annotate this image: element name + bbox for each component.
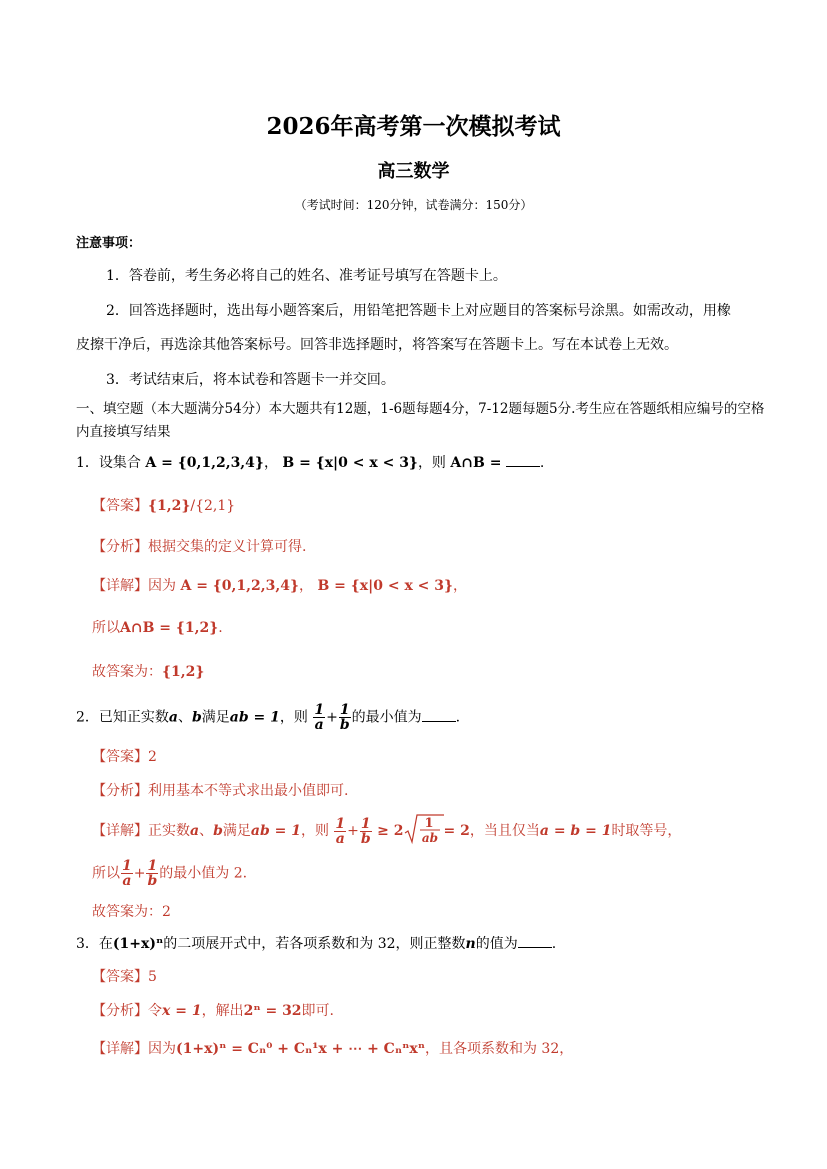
detail-label: 【详解】 [92, 578, 148, 594]
q1-answer-value: {1,2} [148, 498, 191, 514]
q1-end: . [539, 455, 545, 471]
q2-cond: ab = 1 [229, 709, 280, 726]
analysis-label: 【分析】 [92, 1003, 148, 1019]
question-3 [76, 933, 556, 953]
page-subtitle: 高三数学 [377, 161, 450, 182]
q3-analysis [92, 1000, 334, 1020]
q1-text-a: 设集合 [98, 455, 141, 471]
page-title: 2026年高考第一次模拟考试 [266, 113, 561, 140]
q2-detail-d: ，当且仅当 [469, 823, 540, 839]
q1-so-end: . [218, 620, 223, 636]
q3-detail-b: ，且各项系数和为 32， [424, 1041, 574, 1057]
q2-so-frac-a: $\frac{1}{a}$ [122, 858, 132, 889]
q2-var-b: b [192, 709, 202, 726]
analysis-label: 【分析】 [92, 539, 148, 555]
answer-label: 【答案】 [92, 749, 148, 765]
q3-answer-value: 5 [148, 969, 157, 985]
q2-detail-b: 满足 [222, 823, 251, 839]
so-label: 所以 [92, 865, 120, 882]
q2-so-frac-b: $\frac{1}{b}$ [147, 858, 158, 889]
answer-label: 【答案】 [92, 498, 148, 514]
q2-analysis-text: 利用基本不等式求出最小值即可. [148, 783, 349, 799]
notes-heading: 注意事项： [76, 236, 142, 251]
q3-analysis-c: 即可. [301, 1003, 334, 1019]
q3-analysis-a: 令 [148, 1003, 162, 1019]
q2-so-text: 的最小值为 2. [159, 865, 248, 882]
q2-detail-dun: 、 [199, 823, 214, 839]
final-label: 故答案为： [92, 904, 162, 920]
q2-answer [92, 746, 157, 766]
sqrt-icon [404, 813, 444, 849]
q2-answer-blank [422, 709, 456, 722]
answer-label: 【答案】 [92, 969, 148, 985]
q1-detail-comma-2: ， [453, 578, 468, 594]
question-2: 2．已知正实数a、b满足ab = 1，则 $\frac{1}{a}$ + $\frac{1}{b}$ 的最小值为 . [76, 702, 461, 733]
q2-frac-1b: $\frac{1}{b}$ [339, 702, 350, 733]
q2-cond2: a = b = 1 [539, 823, 612, 839]
svg-text:1: 1 [423, 816, 434, 831]
q2-detail: 【详解】正实数a、b满足ab = 1，则 $\frac{1}{a}$ + $\frac{1}{b}$ ≥ 2 1 ab = 2，当且仅当a = b = 1时取等号， [92, 813, 681, 849]
q3-answer-blank [518, 935, 552, 948]
q2-ineq: ≥ 2 [377, 823, 404, 839]
q1-so [92, 617, 223, 637]
q3-text-c: 的值为 [475, 936, 518, 952]
q2-detail-cond: ab = 1 [250, 823, 301, 839]
q1-set-a: A = {0,1,2,3,4} [145, 455, 264, 471]
q3-number: 3． [76, 936, 99, 952]
q1-sep: ， [263, 455, 278, 471]
q2-detail-c: ，则 [300, 823, 329, 839]
q2-end: . [455, 709, 461, 726]
q3-detail-a: 因为 [148, 1041, 176, 1057]
q3-analysis-b: ，解出 [201, 1003, 244, 1019]
note-item-2: 2．回答选择题时，选出每小题答案后，用铅笔把答题卡上对应题目的答案标号涂黑。如需改动，用橡 [106, 303, 731, 319]
q1-answer-alt: /{2,1} [190, 498, 236, 514]
so-label: 所以 [92, 620, 120, 636]
q3-var-n: n [465, 936, 476, 952]
q3-solve: 2ⁿ = 32 [243, 1003, 302, 1019]
q2-number: 2． [76, 709, 99, 726]
q2-detail-a: 正实数 [148, 823, 190, 839]
q1-answer-blank [506, 454, 540, 467]
q1-set-b: B = {x|0 < x < 3} [282, 455, 418, 471]
note-item-1: 1．答卷前，考生务必将自己的姓名、准考证号填写在答题卡上。 [106, 268, 507, 284]
q1-number: 1． [76, 455, 99, 471]
svg-text:ab: ab [421, 831, 438, 845]
q3-answer [92, 966, 157, 986]
q1-so-expr: A∩B = {1,2} [120, 620, 219, 636]
q2-final-value: 2 [162, 904, 171, 920]
final-label: 故答案为： [92, 664, 162, 680]
q1-text-b: ，则 [417, 455, 446, 471]
q3-text-a: 在 [98, 936, 113, 952]
q2-dun: 、 [178, 709, 192, 726]
q2-detail-var-a: a [190, 823, 200, 839]
q1-detail [92, 575, 467, 595]
q3-text-b: 的二项展开式中，若各项系数和为 32，则正整数 [163, 936, 466, 952]
q2-text-a: 已知正实数 [98, 709, 169, 726]
q1-detail-text: 因为 [148, 578, 176, 594]
q1-answer [92, 495, 235, 515]
q2-text-d: 的最小值为 [351, 709, 422, 726]
q3-expr: (1+x)ⁿ [112, 936, 164, 952]
q2-text-c: ，则 [279, 709, 308, 726]
q3-end: . [551, 936, 557, 952]
q2-text-b: 满足 [201, 709, 230, 726]
q3-detail [92, 1038, 573, 1058]
q1-analysis [92, 536, 306, 556]
section-heading: 一、填空题（本大题满分54分）本大题共有12题，1-6题每题4分，7-12题每题5分.考生应在答题纸相应编号的空格内直接填写结果 [76, 401, 765, 440]
q1-detail-set-a: A = {0,1,2,3,4} [180, 578, 300, 594]
q1-analysis-text: 根据交集的定义计算可得. [148, 539, 307, 555]
note-item-3: 3．考试结束后，将本试卷和答题卡一并交回。 [106, 372, 395, 388]
q2-eq2: = 2 [443, 823, 470, 839]
q2-detail-var-b: b [213, 823, 223, 839]
q3-let: x = 1 [162, 1003, 202, 1019]
analysis-label: 【分析】 [92, 783, 148, 799]
q2-answer-value: 2 [148, 749, 157, 765]
q1-final [92, 661, 204, 681]
q1-expr: A∩B = [450, 455, 502, 471]
q2-so: 所以 $\frac{1}{a}$ + $\frac{1}{b}$ 的最小值为 2. [92, 858, 248, 889]
detail-label: 【详解】 [92, 1041, 148, 1057]
detail-label: 【详解】 [92, 823, 148, 839]
q2-detail-e: 时取等号， [611, 823, 682, 839]
q3-expansion: (1+x)ⁿ = Cₙ⁰ + Cₙ¹x + ⋯ + Cₙⁿxⁿ [176, 1041, 425, 1057]
q1-final-value: {1,2} [162, 664, 205, 680]
q2-detail-frac-a: $\frac{1}{a}$ [335, 815, 346, 847]
exam-info: （考试时间：120分钟，试卷满分：150分） [294, 198, 533, 212]
q2-var-a: a [168, 709, 178, 726]
q2-frac-1a: $\frac{1}{a}$ [314, 702, 325, 733]
q2-analysis [92, 780, 348, 800]
question-1 [76, 452, 544, 472]
q1-detail-set-b: B = {x|0 < x < 3} [317, 578, 454, 594]
q2-detail-frac-b: $\frac{1}{b}$ [360, 815, 371, 847]
note-item-2-cont: 皮擦干净后，再选涂其他答案标号。回答非选择题时，将答案写在答题卡上。写在本试卷上无效。 [76, 337, 678, 353]
q1-detail-comma: ， [299, 578, 314, 594]
q2-final [92, 901, 171, 921]
